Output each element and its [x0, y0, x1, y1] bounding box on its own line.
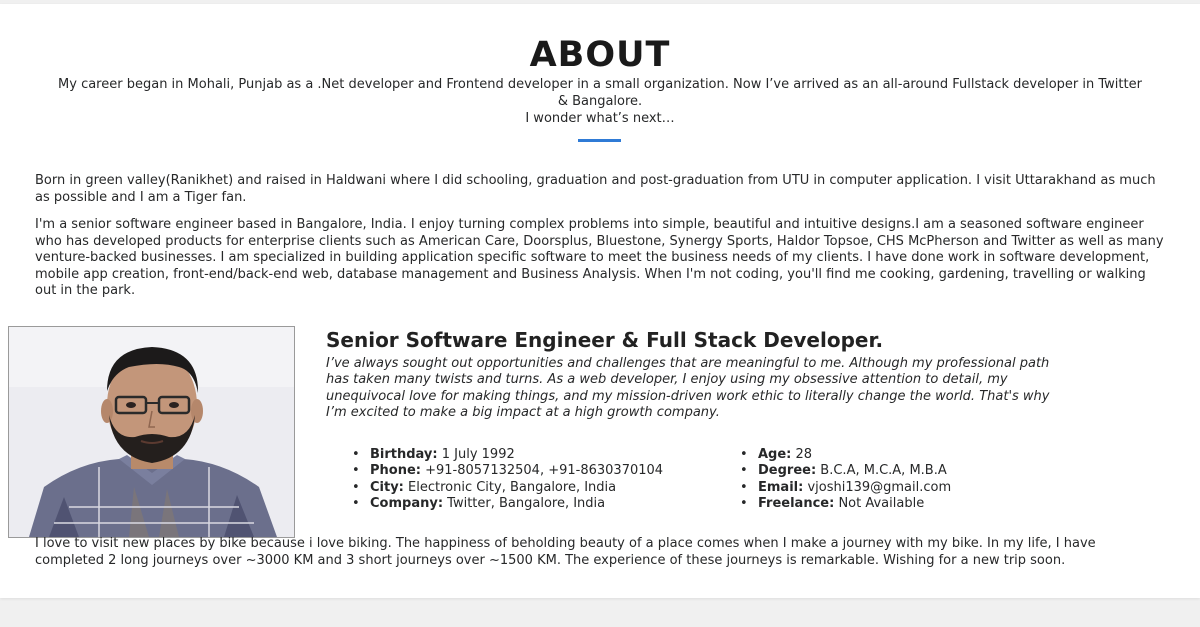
info-item-birthday — [348, 447, 678, 463]
subtitle-text-2: I wonder what’s next… — [525, 111, 675, 126]
info-label: City: — [370, 479, 404, 495]
info-value: Electronic City, Bangalore, India — [403, 479, 617, 495]
info-item-age — [736, 447, 1066, 463]
profile-photo — [8, 326, 295, 538]
info-item-degree — [736, 463, 1066, 479]
page-title: ABOUT — [529, 35, 671, 75]
info-label: Phone: — [370, 463, 421, 479]
info-value: Twitter, Bangalore, India — [443, 496, 606, 512]
info-item-phone — [348, 463, 678, 479]
info-label: Degree: — [758, 463, 817, 479]
email-link[interactable]: vjoshi139@gmail.com — [803, 479, 952, 495]
info-label: Birthday: — [370, 447, 438, 462]
info-value: Not Available — [834, 496, 925, 512]
info-label: Email: — [758, 479, 804, 495]
section-subtitle — [55, 76, 1145, 127]
info-list-right — [736, 447, 1066, 513]
info-value: B.C.A, M.C.A, M.B.A — [816, 463, 947, 479]
info-item-company — [348, 496, 678, 512]
info-item-freelance — [736, 496, 1066, 512]
profile-content — [326, 326, 1166, 512]
intro-paragraph-1: Born in green valley(Ranikhet) and raised in Haldwani where I did schooling, graduation and post-graduation from UTU in computer application. I visit Uttarakhand as much as possible and I am a Tiger fan. — [35, 173, 1156, 205]
intro-paragraph-2: I'm a senior software engineer based in Bangalore, India. I enjoy turning complex problems into simple, beautiful and intuitive designs.I am a seasoned software engineer who has developed products for enterprise clients such as American Care, Doorsplus, Bluestone, Synergy Sports, Haldor Topsoe, CHS McPherson and Twitter as well as many venture-backed businesses. I am specialized in building application specific software to meet the business needs of my clients. I have done work in software development, mobile app creation, front-end/back-end web, database management and Business Analysis. When I'm not coding, you'll find me cooking, gardening, travelling or walking out in the park. — [35, 217, 1164, 298]
outro-paragraph: I love to visit new places by bike because i love biking. The happiness of beholding beauty of a place comes when I make a journey with my bike. In my life, I have completed 2 long journeys over ~3000 KM and 3 short journeys over ~1500 KM. The experience of these journeys is remarkable. Wishing for a new trip soon. — [35, 536, 1096, 568]
profile-photo-image — [9, 327, 294, 537]
info-item-email[interactable] — [736, 480, 1066, 496]
title-underline — [578, 139, 621, 142]
profile-heading: Senior Software Engineer & Full Stack Developer. — [326, 328, 884, 352]
info-label: Age: — [758, 447, 792, 462]
info-value: +91-8057132504, +91-8630370104 — [420, 463, 664, 479]
info-label: Company: — [370, 496, 444, 512]
info-value: 1 July 1992 — [437, 447, 515, 462]
section-title — [0, 34, 1200, 127]
info-value: 28 — [791, 447, 813, 462]
subtitle-text: My career began in Mohali, Punjab as a .Net developer and Frontend developer in a small organization. Now I’ve arrived as an all-around Fullstack developer in Twitter & Bangalore. — [58, 77, 1142, 109]
profile-lead: I’ve always sought out opportunities and challenges that are meaningful to me. Although my professional path has taken many twists and turns. As a web developer, I enjoy using my obsessive attention to detail, my unequivocal love for making things, and my mission-driven work ethic to literally change the world. That's why I’m excited to make a big impact at a high growth company. — [326, 356, 1050, 421]
about-section — [0, 4, 1200, 598]
info-item-city — [348, 480, 678, 496]
info-list-left — [348, 447, 678, 513]
info-label: Freelance: — [758, 496, 835, 512]
